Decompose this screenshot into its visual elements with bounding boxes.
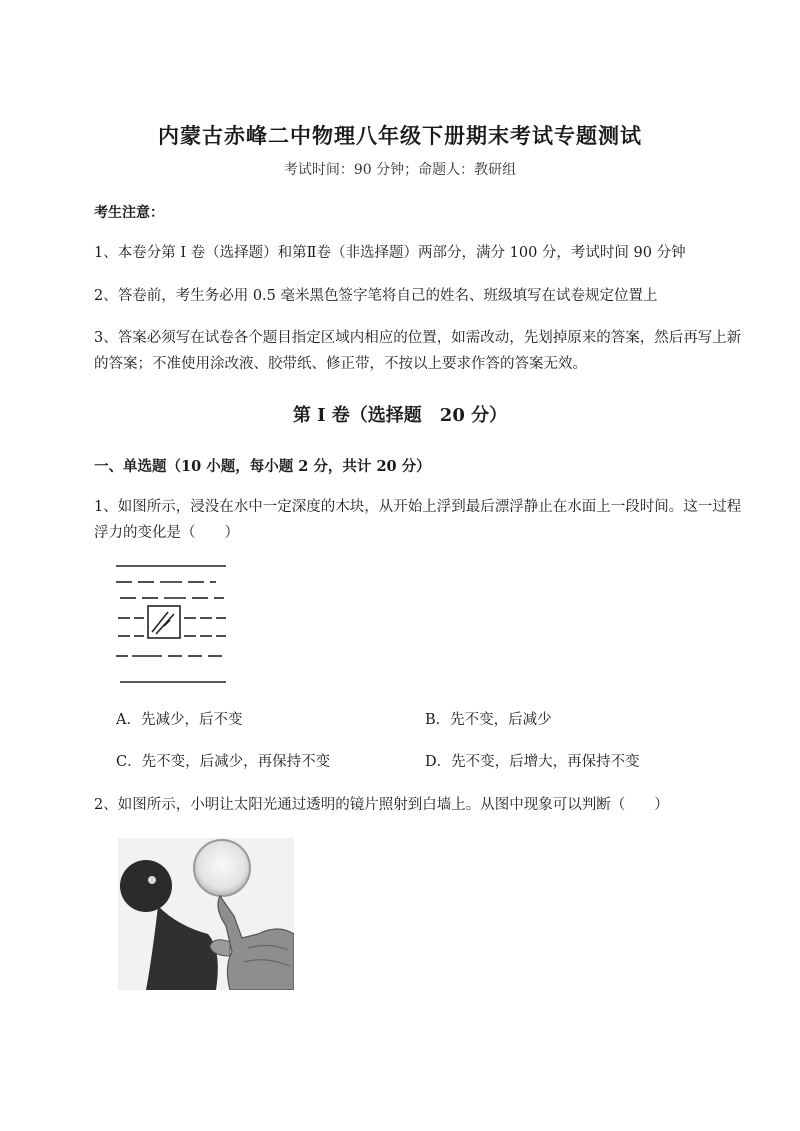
section-title: 第 I 卷（选择题 20 分）	[292, 405, 508, 426]
part-heading: 一、单选题（10 小题，每小题 2 分，共计 20 分）	[94, 458, 431, 475]
option-d[interactable]: D．先不变，后增大，再保持不变	[425, 754, 640, 770]
notice-item-1: 1、本卷分第 I 卷（选择题）和第Ⅱ卷（非选择题）两部分，满分 100 分，考试时间 90 分钟	[94, 245, 686, 261]
option-b[interactable]: B．先不变，后减少	[425, 712, 552, 728]
option-a[interactable]: A．先减少，后不变	[116, 712, 243, 728]
notice-heading: 考生注意：	[94, 205, 164, 221]
exam-info: 考试时间：90 分钟；命题人：教研组	[283, 162, 517, 178]
question-1-stem: 1、如图所示，浸没在水中一定深度的木块，从开始上浮到最后漂浮静止在水面上一段时间。这一过程浮力的变化是（ ）	[94, 499, 742, 541]
glass-lens	[194, 840, 250, 896]
notice-item-3: 3、答案必须写在试卷各个题目指定区域内相应的位置，如需改动，先划掉原来的答案，然后再写上新的答案；不准使用涂改液、胶带纸、修正带，不按以上要求作答的答案无效。	[94, 330, 742, 372]
question-2-stem: 2、如图所示，小明让太阳光通过透明的镜片照射到白墙上。从图中现象可以判断（ ）	[94, 797, 669, 813]
page-title: 内蒙古赤峰二中物理八年级下册期末考试专题测试	[158, 123, 642, 148]
lens-photo	[118, 838, 294, 990]
submerged-block-figure	[112, 560, 232, 690]
water-dashes	[116, 582, 226, 656]
option-c[interactable]: C．先不变，后减少，再保持不变	[116, 754, 331, 770]
notice-item-2: 2、答卷前，考生务必用 0.5 毫米黑色签字笔将自己的姓名、班级填写在试卷规定位置上	[94, 288, 658, 304]
wooden-block	[148, 606, 180, 638]
